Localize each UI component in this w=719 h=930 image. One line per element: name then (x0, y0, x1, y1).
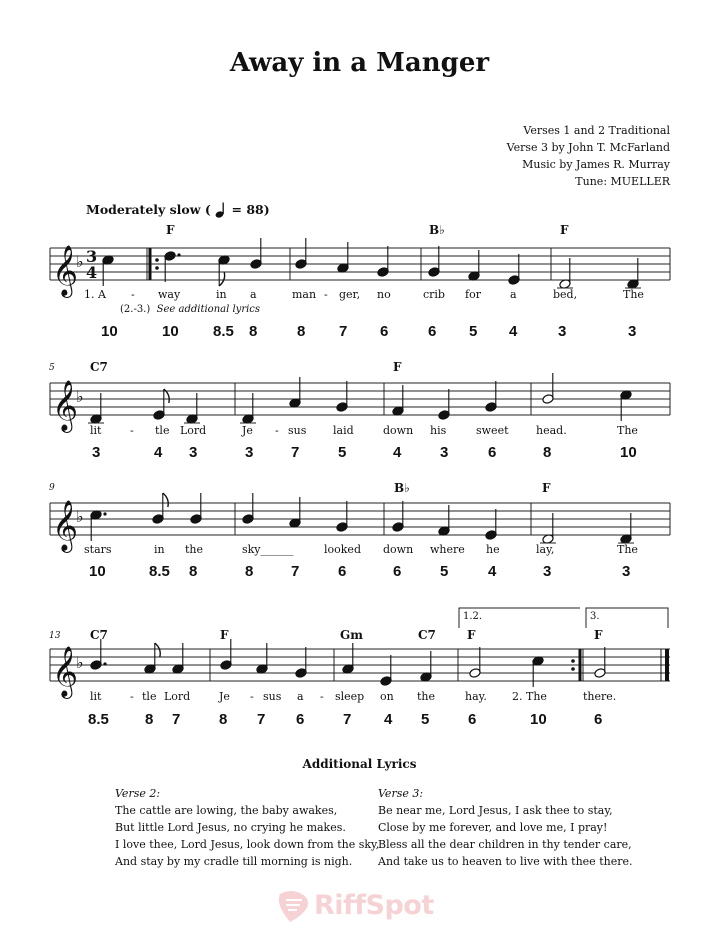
lyric: a (297, 690, 304, 703)
lyric: the (417, 690, 436, 703)
lyric: hay. (465, 690, 487, 703)
harmonica-number: 10 (101, 323, 118, 340)
lyric: 1. A (84, 288, 106, 301)
lyric: Je (242, 424, 253, 437)
measure-number: 9 (49, 483, 55, 493)
lyric: in (154, 543, 165, 556)
harmonica-number: 4 (393, 444, 402, 461)
chord-symbol: F (166, 223, 175, 237)
svg-text:𝄞: 𝄞 (52, 380, 79, 431)
lyric: a (510, 288, 517, 301)
harmonica-number: 7 (291, 444, 300, 461)
verse-line: Close by me forever, and love me, I pray! (378, 821, 608, 834)
svg-text:𝄞: 𝄞 (52, 500, 79, 551)
lyric: tle (155, 424, 170, 437)
harmonica-number: 10 (530, 711, 547, 728)
verse-label: Verse 3: (378, 787, 424, 800)
harmonica-number: 4 (509, 323, 518, 340)
harmonica-number: 4 (488, 563, 497, 580)
lyric: he (486, 543, 500, 556)
additional-lyrics-heading: Additional Lyrics (302, 757, 417, 771)
harmonica-number: 6 (393, 563, 402, 580)
lyric: on (380, 690, 394, 703)
lyric: The (617, 543, 638, 556)
harmonica-number: 3 (558, 323, 567, 340)
lyric: Lord (164, 690, 191, 703)
harmonica-number: 10 (620, 444, 637, 461)
credit-line: Tune: MUELLER (575, 175, 670, 188)
lyric: - (130, 424, 134, 437)
harmonica-number: 8 (543, 444, 552, 461)
lyric: in (216, 288, 227, 301)
lyric: way (158, 288, 181, 301)
lyric: lit (90, 424, 102, 437)
verse-label: Verse 2: (115, 787, 161, 800)
harmonica-number: 8.5 (213, 323, 234, 340)
chord-symbol: F (560, 223, 569, 237)
harmonica-number: 8 (189, 563, 198, 580)
verse-line: But little Lord Jesus, no crying he makes. (115, 821, 346, 834)
svg-text:♭: ♭ (76, 507, 84, 526)
harmonica-number: 6 (428, 323, 437, 340)
harmonica-number: 4 (154, 444, 163, 461)
tempo-marking: Moderately slow ( = 88) (86, 202, 270, 217)
lyric: sky______ (242, 543, 294, 556)
see-additional-lyrics: (2.-3.) See additional lyrics (120, 304, 261, 315)
lyric: for (465, 288, 481, 301)
harmonica-number: 6 (296, 711, 305, 728)
song-title: Away in a Manger (229, 48, 490, 78)
verse-line: Be near me, Lord Jesus, I ask thee to stay, (378, 804, 613, 817)
lyric: Lord (180, 424, 207, 437)
harmonica-number: 3 (245, 444, 254, 461)
tempo-text: Moderately slow (86, 202, 201, 217)
harmonica-number: 3 (440, 444, 449, 461)
lyric: The (623, 288, 644, 301)
chord-symbol: F (542, 481, 551, 495)
credit-line: Verses 1 and 2 Traditional (523, 124, 670, 137)
harmonica-number: 7 (291, 563, 300, 580)
measure-number: 13 (49, 631, 61, 641)
lyric: the (185, 543, 204, 556)
harmonica-number: 4 (384, 711, 393, 728)
harmonica-number: 5 (338, 444, 347, 461)
lyric: stars (84, 543, 112, 556)
svg-text:♭: ♭ (76, 653, 84, 672)
harmonica-number: 10 (89, 563, 106, 580)
lyric: laid (333, 424, 354, 437)
harmonica-number: 8 (249, 323, 258, 340)
svg-text:♭: ♭ (76, 387, 84, 406)
lyric: - (130, 690, 134, 703)
chord-symbol: C7 (418, 628, 436, 642)
harmonica-number: 5 (469, 323, 478, 340)
lyric: - (250, 690, 254, 703)
lyric: down (383, 543, 414, 556)
lyric: bed, (553, 288, 578, 301)
lyric: sweet (476, 424, 509, 437)
harmonica-number: 8 (297, 323, 306, 340)
verse-line: Bless all the dear children in thy tender care, (378, 838, 632, 851)
ending-bracket-label: 1.2. (463, 611, 483, 622)
harmonica-number: 6 (380, 323, 389, 340)
lyric: Je (219, 690, 230, 703)
lyric: sus (288, 424, 307, 437)
svg-text:3: 3 (86, 247, 98, 266)
chord-symbol: B♭ (429, 223, 445, 237)
svg-text:𝄞: 𝄞 (52, 245, 79, 296)
chord-symbol: C7 (90, 628, 108, 642)
harmonica-number: 7 (343, 711, 352, 728)
harmonica-number: 8 (219, 711, 228, 728)
chord-symbol: B♭ (394, 481, 410, 495)
harmonica-number: 7 (172, 711, 181, 728)
harmonica-number: 5 (440, 563, 449, 580)
lyric: looked (324, 543, 361, 556)
ending-bracket-label: 3. (590, 611, 600, 622)
harmonica-number: 6 (488, 444, 497, 461)
chord-symbol: Gm (340, 628, 363, 642)
lyric: lay, (536, 543, 555, 556)
credit-line: Verse 3 by John T. McFarland (506, 141, 670, 154)
verse-3 (378, 785, 632, 870)
tempo-bpm: = 88 (231, 202, 264, 217)
svg-text:𝄞: 𝄞 (52, 646, 79, 697)
measure-number: 5 (49, 363, 55, 373)
chord-symbol: F (393, 360, 402, 374)
harmonica-number: 5 (421, 711, 430, 728)
svg-text:4: 4 (86, 263, 98, 282)
harmonica-number: 3 (92, 444, 101, 461)
verse-line: The cattle are lowing, the baby awakes, (115, 804, 338, 817)
verse-line: And take us to heaven to live with thee there. (378, 855, 633, 868)
lyric: sleep (335, 690, 365, 703)
lyric: tle (142, 690, 157, 703)
harmonica-number: 6 (468, 711, 477, 728)
harmonica-number: 3 (622, 563, 631, 580)
chord-symbol: C7 (90, 360, 108, 374)
harmonica-number: 7 (339, 323, 348, 340)
harmonica-number: 7 (257, 711, 266, 728)
harmonica-number: 3 (189, 444, 198, 461)
verse-2 (115, 785, 379, 870)
lyric: - (324, 288, 328, 301)
lyric: - (131, 288, 135, 301)
harmonica-number: 8 (145, 711, 154, 728)
chord-symbol: F (594, 628, 603, 642)
harmonica-number: 8.5 (149, 563, 170, 580)
lyric: down (383, 424, 414, 437)
lyric: head. (536, 424, 567, 437)
logo-text: RiffSpot (314, 890, 434, 921)
harmonica-number: 6 (338, 563, 347, 580)
chord-symbol: F (220, 628, 229, 642)
lyric: crib (423, 288, 445, 301)
lyric: where (430, 543, 465, 556)
lyric: there. (583, 690, 617, 703)
harmonica-number: 10 (162, 323, 179, 340)
lyric: The (617, 424, 638, 437)
harmonica-number: 3 (628, 323, 637, 340)
lyric: lit (90, 690, 102, 703)
harmonica-number: 8.5 (88, 711, 109, 728)
verse-line: And stay by my cradle till morning is nigh. (115, 855, 353, 868)
svg-text:♭: ♭ (76, 252, 84, 271)
harmonica-number: 8 (245, 563, 254, 580)
lyric: 2. The (512, 690, 547, 703)
lyric: a (250, 288, 257, 301)
lyric: ger, (339, 288, 361, 301)
lyric: his (430, 424, 447, 437)
lyric: - (275, 424, 279, 437)
lyric: - (320, 690, 324, 703)
lyric: man (292, 288, 317, 301)
credit-line: Music by James R. Murray (522, 158, 670, 171)
harmonica-number: 3 (543, 563, 552, 580)
verse-line: I love thee, Lord Jesus, look down from the sky, (115, 838, 380, 851)
lyric: sus (263, 690, 282, 703)
chord-symbol: F (467, 628, 476, 642)
lyric: no (377, 288, 391, 301)
harmonica-number: 6 (594, 711, 603, 728)
